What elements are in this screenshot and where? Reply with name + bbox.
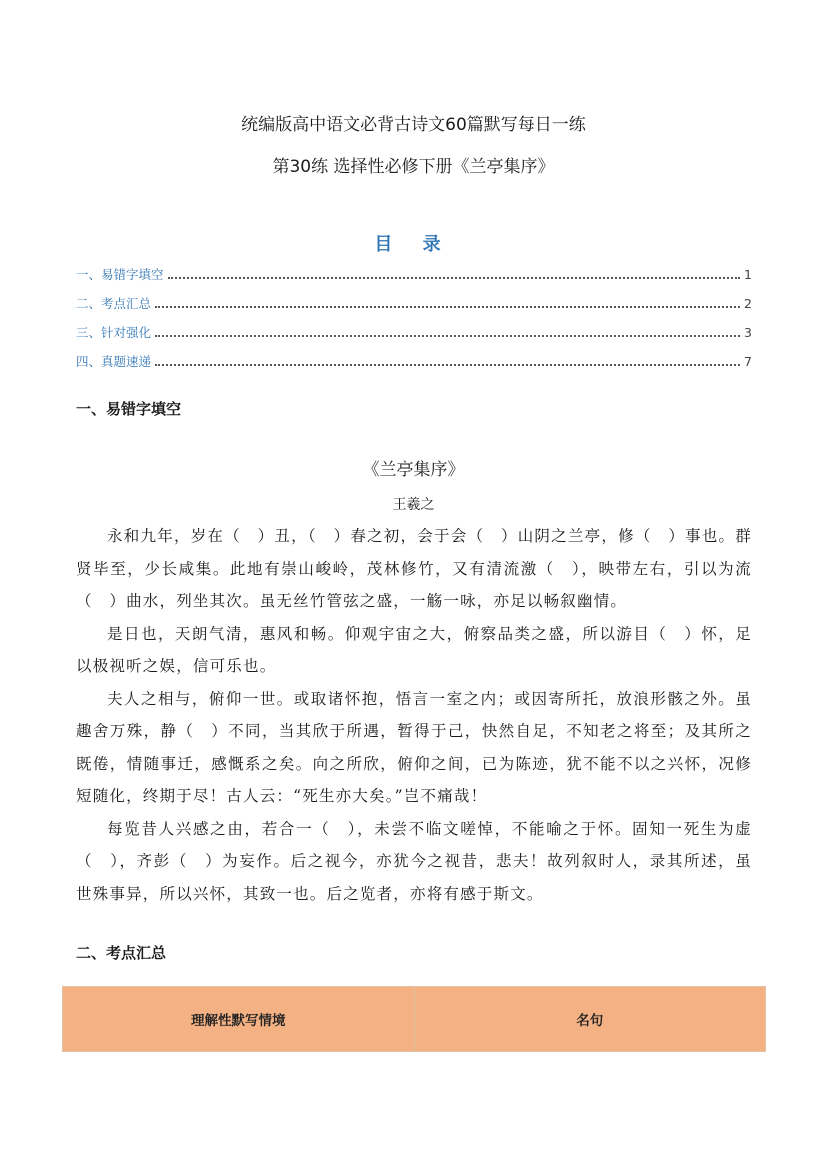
poem-title: 《兰亭集序》 (362, 460, 465, 480)
toc-item-label[interactable]: 四、真题速递 (76, 354, 152, 369)
table-header-context: 理解性默写情境 (63, 987, 415, 1052)
toc-item-3[interactable] (76, 323, 752, 352)
table-header-quote: 名句 (414, 987, 766, 1052)
section-heading-2: 二、考点汇总 (76, 944, 167, 962)
document-title: 统编版高中语文必背古诗文60篇默写每日一练 (241, 115, 586, 135)
toc-leader-dots (168, 267, 741, 279)
toc-item-4[interactable] (76, 352, 752, 381)
toc-item-1[interactable] (76, 265, 752, 294)
document-subtitle: 第30练 选择性必修下册《兰亭集序》 (272, 157, 555, 177)
toc-item-page: 2 (744, 296, 752, 311)
toc-leader-dots (155, 325, 740, 337)
toc-heading: 目 录 (374, 234, 453, 255)
paragraph-1: 永和九年，岁在（ ）丑，（ ）春之初，会于会（ ）山阴之兰亭，修（ ）事也。群贤毕至，少长咸集。此地有崇山峻岭，茂林修竹，又有清流激（ ），映带左右，引以为流（ ）曲水，列坐其次。虽无丝竹管弦之盛，一觞一咏，亦足以畅叙幽情。 (76, 527, 752, 610)
paragraph-3: 夫人之相与，俯仰一世。或取诸怀抱，悟言一室之内；或因寄所托，放浪形骸之外。虽趣舍万殊，静（ ）不同，当其欣于所遇，暂得于己，快然自足，不知老之将至；及其所之既倦，情随事迁，感慨系之矣。向之所欣，俯仰之间，已为陈迹，犹不能不以之兴怀，况修短随化，终期于尽！古人云：“死生亦大矣。”岂不痛哉！ (76, 689, 752, 805)
summary-table (62, 986, 766, 1052)
paragraph-2: 是日也，天朗气清，惠风和畅。仰观宇宙之大，俯察品类之盛，所以游目（ ）怀，足以极视听之娱，信可乐也。 (76, 624, 752, 675)
toc-item-label[interactable]: 三、针对强化 (76, 325, 152, 340)
poem-body (76, 520, 752, 910)
section-heading-1: 一、易错字填空 (76, 400, 182, 418)
toc-leader-dots (155, 354, 740, 366)
toc-item-page: 7 (744, 354, 752, 369)
toc-item-page: 3 (744, 325, 752, 340)
paragraph-4: 每览昔人兴感之由，若合一（ ），未尝不临文嗟悼，不能喻之于怀。固知一死生为虚（ ），齐彭（ ）为妄作。后之视今，亦犹今之视昔，悲夫！故列叙时人，录其所述，虽世殊事异，所以兴怀，其致一也。后之览者，亦将有感于斯文。 (76, 819, 752, 903)
toc-item-page: 1 (744, 267, 752, 282)
toc-leader-dots (155, 296, 740, 308)
toc-item-label[interactable]: 二、考点汇总 (76, 296, 152, 311)
table-of-contents (76, 265, 752, 381)
toc-item-2[interactable] (76, 294, 752, 323)
toc-item-label[interactable]: 一、易错字填空 (76, 267, 164, 282)
poem-author: 王羲之 (392, 497, 435, 513)
table-header-row (63, 987, 766, 1052)
